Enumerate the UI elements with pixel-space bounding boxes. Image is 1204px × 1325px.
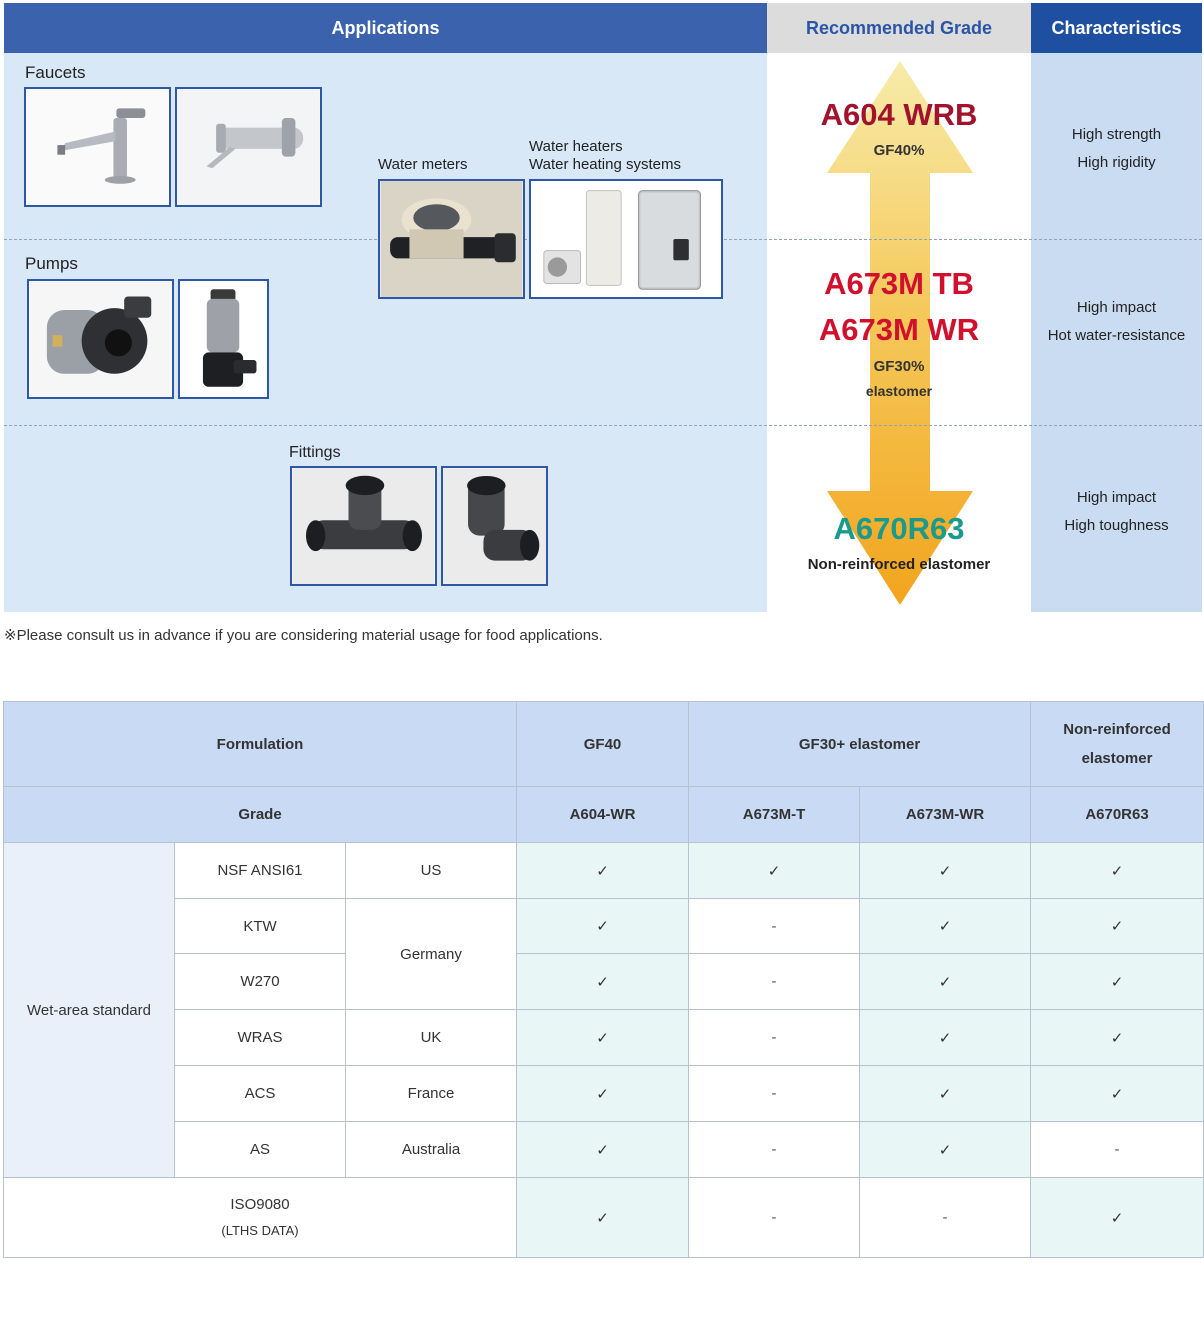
- faucet-photo-1: [24, 87, 171, 207]
- dash-mark: -: [1031, 1122, 1204, 1178]
- grade-a673m-wr: A673M-WR: [860, 787, 1031, 843]
- recommended-grade-header: Recommended Grade: [767, 3, 1031, 53]
- water-heaters-line1: Water heaters: [529, 138, 623, 155]
- standard-region: Australia: [346, 1122, 517, 1178]
- section-divider: [4, 425, 1202, 426]
- check-mark: ✓: [860, 1010, 1031, 1066]
- check-mark: ✓: [860, 954, 1031, 1010]
- check-mark: ✓: [517, 843, 689, 899]
- characteristic-high-impact: High impact: [1076, 299, 1157, 316]
- standard-name: AS: [175, 1122, 346, 1178]
- check-mark: ✓: [689, 843, 860, 899]
- standard-region: France: [346, 1066, 517, 1122]
- grade-a673m-tb: A673M TB: [824, 266, 974, 301]
- check-mark: ✓: [860, 1122, 1031, 1178]
- water-meter-photo: [378, 179, 525, 299]
- table-row-iso: [4, 1178, 1204, 1258]
- grade-a673m-wr: A673M WR: [818, 312, 980, 347]
- characteristic-high-strength: High strength: [1071, 126, 1162, 143]
- check-mark: ✓: [1031, 954, 1204, 1010]
- lths-data-label: (LTHS DATA): [221, 1222, 299, 1238]
- check-mark: ✓: [1031, 1178, 1204, 1258]
- check-mark: ✓: [1031, 1010, 1204, 1066]
- grade-a670-sub: Non-reinforced elastomer: [807, 556, 991, 573]
- formulation-non-reinforced: [1031, 702, 1204, 787]
- dash-mark: -: [689, 954, 860, 1010]
- standard-region: Germany: [346, 899, 517, 1010]
- check-mark: ✓: [860, 1066, 1031, 1122]
- check-mark: ✓: [517, 1178, 689, 1258]
- grade-a604-wr: A604-WR: [517, 787, 689, 843]
- applications-infographic: [4, 3, 1202, 612]
- characteristics-row1: [1031, 121, 1202, 177]
- check-mark: ✓: [860, 843, 1031, 899]
- check-mark: ✓: [517, 1122, 689, 1178]
- check-mark: ✓: [1031, 899, 1204, 954]
- check-mark: ✓: [1031, 843, 1204, 899]
- dash-mark: -: [689, 899, 860, 954]
- standard-name: KTW: [175, 899, 346, 954]
- standard-region: US: [346, 843, 517, 899]
- characteristic-high-impact: High impact: [1076, 489, 1157, 506]
- wet-area-standard-label: Wet-area standard: [4, 843, 175, 1178]
- formulation-header: Formulation: [4, 702, 517, 787]
- dash-mark: -: [689, 1122, 860, 1178]
- dash-mark: -: [689, 1010, 860, 1066]
- fittings-label: Fittings: [289, 444, 341, 461]
- dash-mark: -: [689, 1178, 860, 1258]
- dash-mark: -: [860, 1178, 1031, 1258]
- characteristic-high-rigidity: High rigidity: [1077, 154, 1156, 171]
- non-reinforced-line1: Non-reinforced: [1063, 721, 1171, 738]
- table-row: [4, 1122, 1204, 1178]
- table-row: [4, 1066, 1204, 1122]
- fitting-photo-1: [290, 466, 437, 586]
- iso9080-cell: [4, 1178, 517, 1258]
- water-heaters-label: [529, 138, 681, 174]
- faucet-photo-2: [175, 87, 322, 207]
- grade-header: Grade: [4, 787, 517, 843]
- table-row: [4, 843, 1204, 899]
- check-mark: ✓: [1031, 1066, 1204, 1122]
- water-heater-photo: [529, 179, 723, 299]
- dash-mark: -: [689, 1066, 860, 1122]
- faucets-label: Faucets: [25, 63, 86, 82]
- pump-photo-2: [178, 279, 269, 399]
- iso9080-label: ISO9080: [230, 1195, 290, 1213]
- characteristic-high-toughness: High toughness: [1064, 517, 1169, 534]
- characteristics-row2: [1031, 294, 1202, 350]
- pump-photo-1: [27, 279, 174, 399]
- check-mark: ✓: [517, 899, 689, 954]
- water-heaters-line2: Water heating systems: [529, 156, 681, 173]
- grade-a673-sub1: GF30%: [873, 358, 925, 375]
- food-usage-note: ※Please consult us in advance if you are considering material usage for food applications.: [4, 627, 603, 644]
- grade-row: [4, 787, 1204, 843]
- check-mark: ✓: [517, 954, 689, 1010]
- fitting-photo-2: [441, 466, 548, 586]
- check-mark: ✓: [517, 1010, 689, 1066]
- characteristic-hot-water-resistance: Hot water-resistance: [1047, 327, 1186, 344]
- grade-a670r63: A670R63: [1031, 787, 1204, 843]
- check-mark: ✓: [517, 1066, 689, 1122]
- standard-region: UK: [346, 1010, 517, 1066]
- characteristics-header: Characteristics: [1031, 3, 1202, 53]
- applications-header: Applications: [4, 3, 767, 53]
- grade-a604-wrb: A604 WRB: [820, 97, 978, 132]
- grade-a673-sub2: elastomer: [865, 383, 933, 399]
- formulation-row: [4, 702, 1204, 787]
- standard-name: WRAS: [175, 1010, 346, 1066]
- table-row: [4, 1010, 1204, 1066]
- table-row: [4, 954, 1204, 1010]
- formulation-gf30-elastomer: GF30+ elastomer: [689, 702, 1031, 787]
- standard-name: NSF ANSI61: [175, 843, 346, 899]
- table-row: [4, 899, 1204, 954]
- water-meters-label: Water meters: [378, 156, 468, 173]
- check-mark: ✓: [860, 899, 1031, 954]
- standard-name: W270: [175, 954, 346, 1010]
- grade-a670r63: A670R63: [833, 511, 965, 546]
- standards-table: [3, 701, 1204, 1258]
- grade-a604-sub: GF40%: [873, 142, 925, 159]
- characteristics-row3: [1031, 484, 1202, 540]
- non-reinforced-line2: elastomer: [1081, 750, 1153, 767]
- standard-name: ACS: [175, 1066, 346, 1122]
- pumps-label: Pumps: [25, 254, 78, 273]
- grade-a673m-t: A673M-T: [689, 787, 860, 843]
- formulation-gf40: GF40: [517, 702, 689, 787]
